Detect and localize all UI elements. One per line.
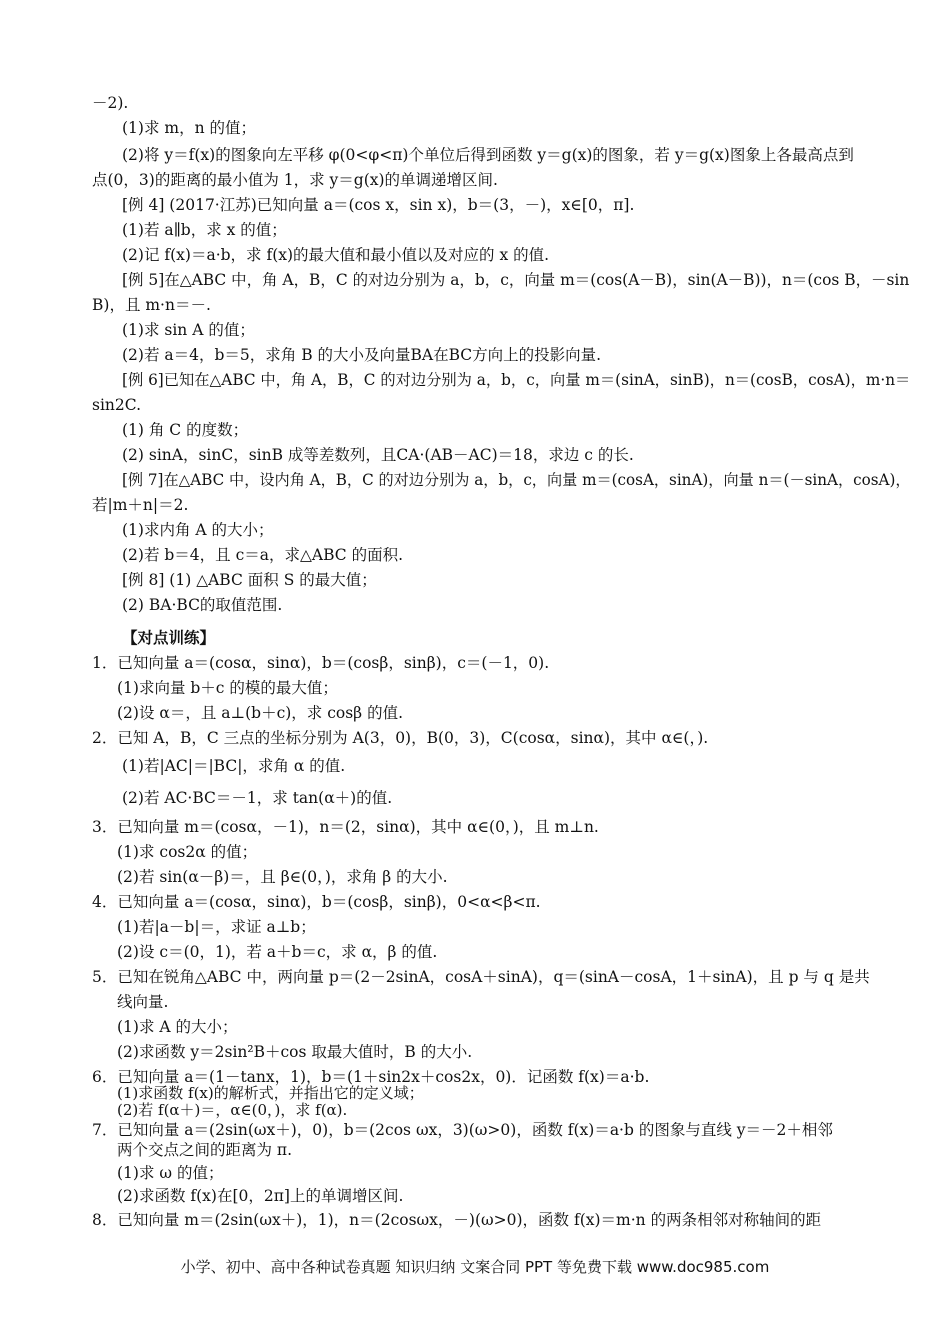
exercise-5: 5．已知在锐角△ABC 中，两向量 p＝(2－2sinA，cosA＋sinA)，q＝(sinA－cosA，1＋sinA)，且 p 与 q 是共 (92, 968, 870, 986)
example-6-heading: [例 6]已知在△ABC 中，角 A，B，C 的对边分别为 a，b，c，向量 m＝(sinA，sinB)，n＝(cosB，cosA)，m·n＝ (122, 371, 911, 389)
text-line: (1)求 cos2α 的值； (117, 843, 258, 861)
page-footer: 小学、初中、高中各种试卷真题 知识归纳 文案合同 PPT 等免费下载 www.doc985.com (180, 1258, 770, 1276)
text-line: (1) 角 C 的度数； (122, 421, 249, 439)
example-8-heading: [例 8] (1) △ABC 面积 S 的最大值； (122, 571, 377, 589)
text-line: (2)若 a＝4，b＝5，求角 B 的大小及向量BA在BC方向上的投影向量. (122, 346, 602, 364)
text-line: (2)若 sin(α－β)＝，且 β∈(0，)，求角 β 的大小. (117, 868, 448, 886)
text-line: (2)求函数 f(x)在[0，2π]上的单调增区间. (117, 1187, 404, 1205)
text-line: (1)求 sin A 的值； (122, 321, 255, 339)
text-line: (1)求 A 的大小； (117, 1018, 238, 1036)
exercise-1: 1．已知向量 a＝(cosα，sinα)，b＝(cosβ，sinβ)，c＝(－1，0). (92, 654, 550, 672)
text-line: (2)求函数 y＝2sin²B＋cos 取最大值时，B 的大小. (117, 1043, 473, 1061)
text-line: (2)记 f(x)＝a·b，求 f(x)的最大值和最小值以及对应的 x 的值. (122, 246, 550, 264)
example-7-heading: [例 7]在△ABC 中，设内角 A，B，C 的对边分别为 a，b，c，向量 m＝(cosA，sinA)，向量 n＝(－sinA，cosA)， (122, 471, 911, 489)
text-line: (2)将 y＝f(x)的图象向左平移 φ(0<φ<π)个单位后得到函数 y＝g(x)的图象，若 y＝g(x)图象上各最高点到 (122, 146, 854, 164)
example-5-heading: [例 5]在△ABC 中，角 A，B，C 的对边分别为 a，b，c，向量 m＝(cos(A－B)，sin(A－B))，n＝(cos B，－sin (122, 271, 910, 289)
exercise-6: 6．已知向量 a＝(1－tanx，1)，b＝(1＋sin2x＋cos2x，0)．记函数 f(x)＝a·b. (92, 1068, 650, 1086)
text-line: (1)求内角 A 的大小； (122, 521, 274, 539)
text-line: (1)求向量 b＋c 的模的最大值； (117, 679, 338, 697)
text-line: －2). (92, 94, 129, 112)
text-line: 若|m＋n|＝2. (92, 496, 189, 514)
section-heading: 【对点训练】 (122, 628, 216, 647)
text-line: (1)求 m，n 的值； (122, 119, 256, 137)
exercise-8: 8．已知向量 m＝(2sin(ωx＋)，1)，n＝(2cosωx，－)(ω>0)，函数 f(x)＝m·n 的两条相邻对称轴间的距 (92, 1211, 822, 1229)
text-line: (1)若 a∥b，求 x 的值； (122, 221, 287, 239)
text-line: (1)求函数 f(x)的解析式，并指出它的定义域； (117, 1084, 424, 1102)
text-line: (2)设 α＝，且 a⊥(b＋c)，求 cosβ 的值. (117, 704, 404, 722)
exercise-4: 4．已知向量 a＝(cosα，sinα)，b＝(cosβ，sinβ)，0<α<β<π. (92, 893, 541, 911)
text-line: 点(0，3)的距离的最小值为 1，求 y＝g(x)的单调递增区间. (92, 171, 498, 189)
text-line: (2) sinA，sinC，sinB 成等差数列，且CA·(AB－AC)＝18，求边 c 的长. (122, 446, 634, 464)
text-line: B)，且 m·n＝－. (92, 296, 211, 314)
exercise-3: 3．已知向量 m＝(cosα，－1)，n＝(2，sinα)，其中 α∈(0，)，且 m⊥n. (92, 818, 599, 836)
exercise-2: 2．已知 A，B，C 三点的坐标分别为 A(3，0)，B(0，3)，C(cosα，sinα)，其中 α∈(，). (92, 729, 709, 747)
text-line: (1)若|AC|＝|BC|，求角 α 的值. (122, 757, 346, 775)
exercise-7: 7．已知向量 a＝(2sin(ωx＋)，0)，b＝(2cos ωx，3)(ω>0)，函数 f(x)＝a·b 的图象与直线 y＝－2＋相邻 (92, 1121, 833, 1139)
text-line: (2) BA·BC的取值范围. (122, 596, 283, 614)
text-line: (2)若 b＝4，且 c＝a，求△ABC 的面积. (122, 546, 404, 564)
text-line: (2)若 f(α＋)＝，α∈(0，)，求 f(α). (117, 1101, 348, 1119)
text-line: 两个交点之间的距离为 π. (117, 1141, 293, 1159)
text-line: (1)若|a－b|＝，求证 a⊥b； (117, 918, 316, 936)
text-line: (2)设 c＝(0，1)，若 a＋b＝c，求 α，β 的值. (117, 943, 438, 961)
text-line: 线向量. (117, 993, 169, 1011)
text-line: sin2C. (92, 396, 141, 414)
text-line: (2)若 AC·BC＝－1，求 tan(α＋)的值. (122, 789, 393, 807)
example-4-heading: [例 4] (2017·江苏)已知向量 a＝(cos x，sin x)，b＝(3，－)，x∈[0，π]. (122, 196, 635, 214)
text-line: (1)求 ω 的值； (117, 1164, 224, 1182)
